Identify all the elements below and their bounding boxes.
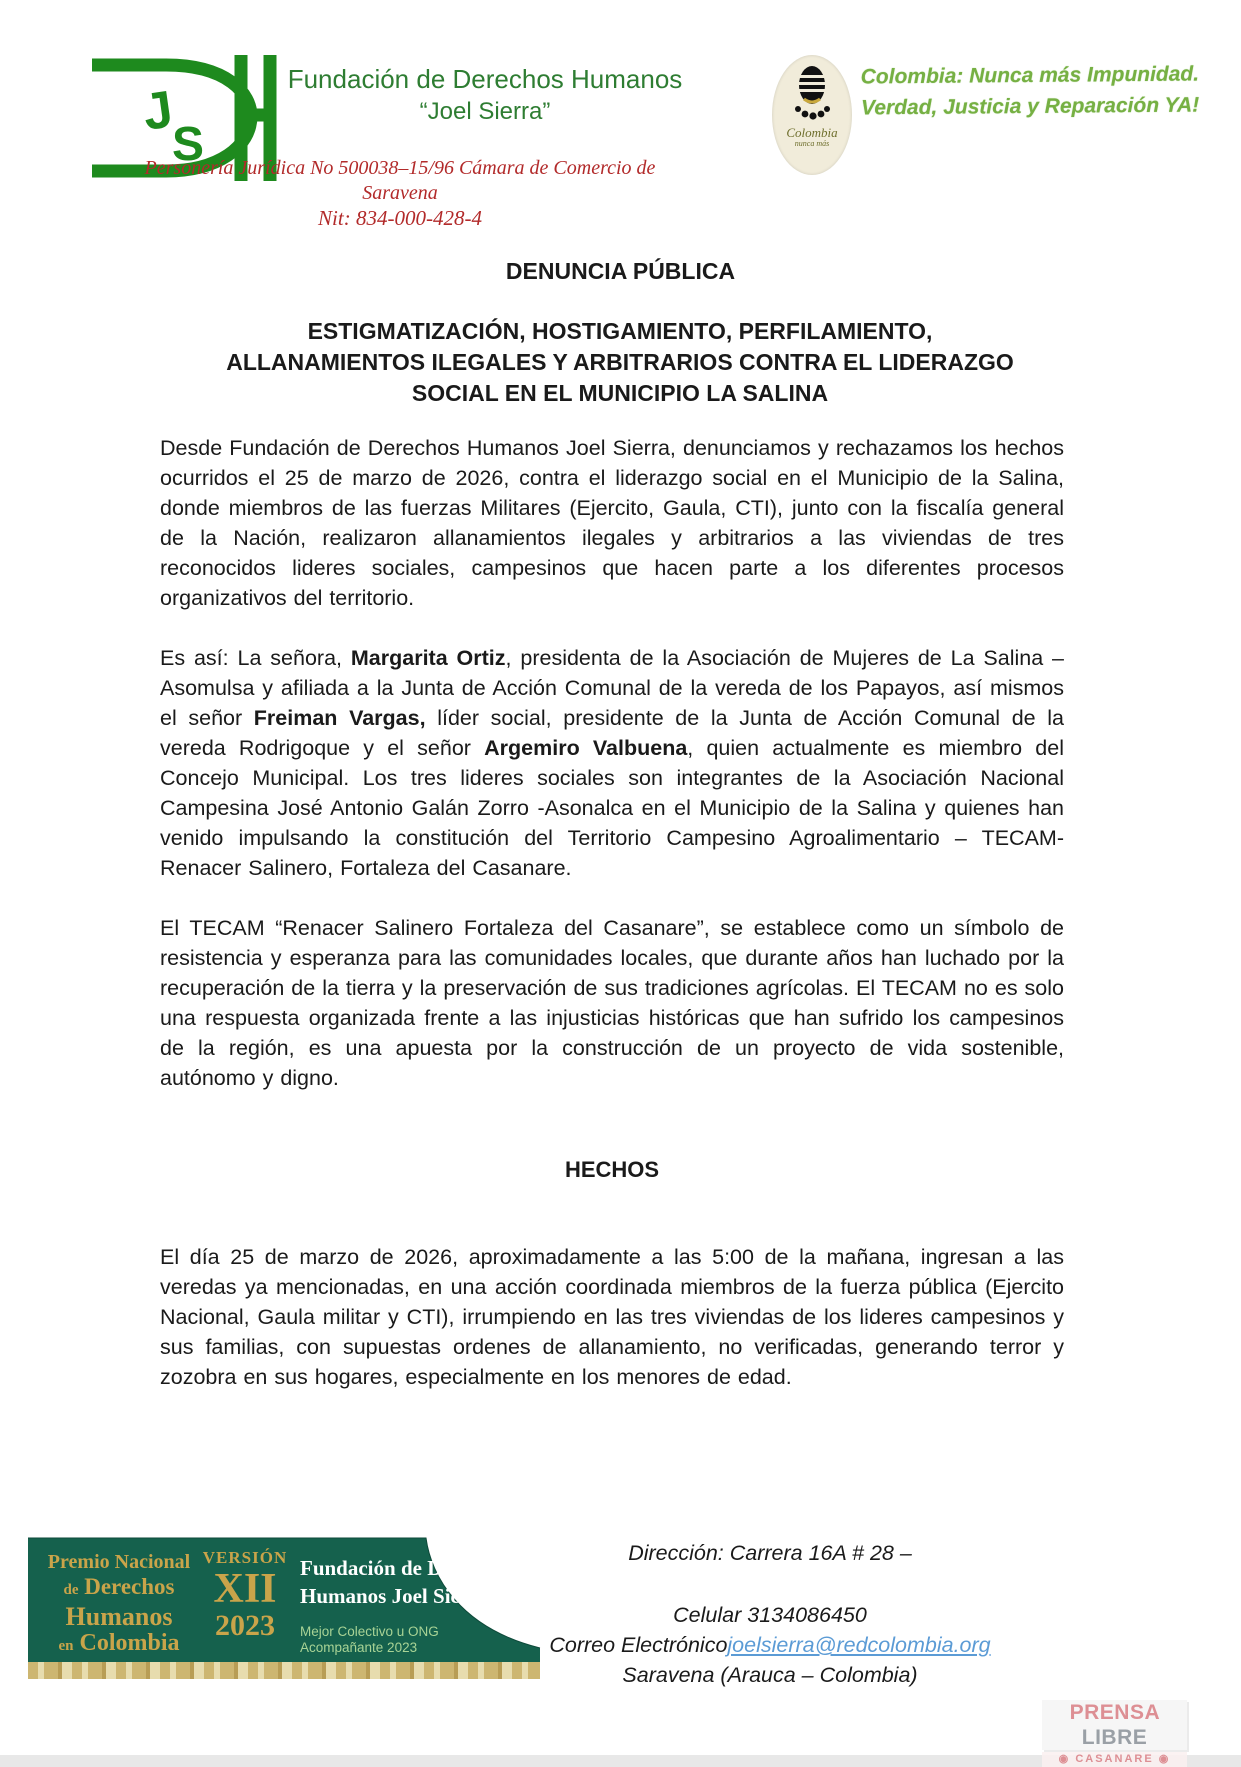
premio-line3: Humanos: [65, 1602, 173, 1631]
contact-location: Saravena (Arauca – Colombia): [622, 1663, 918, 1687]
premio-en: en: [58, 1638, 74, 1654]
watermark-title: [1042, 1700, 1187, 1750]
document-body: [160, 433, 1064, 1422]
p2-segment: , quien actualmente es miembro del Concejo Municipal. Los tres lideres sociales son integrantes de la Asociación Nacional Campesina José Antonio Galán Zorro -Asonalca en el Municipio de la Salina y quienes han venido impulsando la constitución del Territorio Campesino Agroalimentario – TECAM-Renacer Salinero, Fortaleza del Casanare.: [160, 736, 1064, 880]
premio-derechos: Derechos: [84, 1574, 175, 1599]
organization-name: [250, 62, 720, 128]
premio-line2: [44, 1574, 194, 1603]
badge-gold-strip: [28, 1662, 540, 1679]
legal-line2: Saravena: [362, 182, 438, 204]
badge-version: [200, 1548, 290, 1642]
hechos-heading: HECHOS: [564, 1157, 660, 1182]
legal-line1: Personería Jurídica No 500038–15/96 Cámara de Comercio de: [144, 157, 656, 179]
p2-segment: Es así: La señora,: [160, 646, 351, 670]
badge-award-subtitle: Mejor Colectivo u ONG Acompañante 2023: [300, 1624, 439, 1655]
badge-org-line1: Fundación de Derechos: [300, 1556, 510, 1580]
premio-de: de: [63, 1582, 79, 1598]
slogan-line1: Colombia: Nunca más Impunidad.: [860, 62, 1200, 89]
legal-registration: [110, 156, 690, 231]
version-label: VERSIÓN: [202, 1548, 288, 1567]
watermark-casanare: ◉ CASANARE ◉: [1042, 1752, 1187, 1767]
logo-letter-s: S: [172, 118, 205, 171]
stamp-country-label: Colombia: [786, 125, 838, 140]
subtitle-line2: ALLANAMIENTOS ILEGALES Y ARBITRARIOS CONTRA EL LIDERAZGO: [226, 349, 1014, 375]
logo-letter-j: J: [139, 80, 177, 142]
contact-email-link[interactable]: joelsierra@redcolombia.org: [727, 1633, 991, 1657]
document-subtitle: [170, 316, 1070, 409]
version-year: 2023: [215, 1609, 275, 1642]
version-number: XII: [213, 1566, 277, 1612]
watermark-word-prensa: PRENSA: [1069, 1701, 1160, 1724]
slogan-line2: Verdad, Justicia y Reparación YA!: [860, 93, 1200, 120]
award-badge: [28, 1538, 540, 1685]
premio-line4: [44, 1630, 194, 1660]
premio-line1: Premio Nacional: [47, 1551, 191, 1573]
org-name-line1: Fundación de Derechos Humanos: [287, 64, 683, 94]
nit-number: Nit: 834-000-428-4: [318, 206, 482, 230]
campaign-slogan: [860, 59, 1201, 124]
p2-segment: líder social, presidente de la Junta de Acción Comunal de la vereda Rodrigoque y el señor: [160, 706, 1064, 760]
contact-email-label: Correo Electrónico: [549, 1633, 728, 1657]
stamp-subtext: nunca más: [794, 139, 830, 148]
subtitle-line3: SOCIAL EN EL MUNICIPIO LA SALINA: [411, 380, 829, 406]
contact-address: Dirección: Carrera 16A # 28 –: [628, 1541, 912, 1565]
contact-block: [470, 1538, 1070, 1690]
paragraph-leaders: [160, 643, 1064, 883]
badge-premio-text: [44, 1550, 194, 1660]
paragraph-hechos: El día 25 de marzo de 2026, aproximadamente a las 5:00 de la mañana, ingresan a las veredas ya mencionadas, en una acción coordinada miembros de la fuerza pública (Ejercito Nacional, Gaula militar y CTI), irrumpiendo en las tres viviendas de los lideres campesinos y sus familias, con supuestas ordenes de allanamiento, no verificadas, generando terror y zozobra en sus hogares, especialmente en los menores de edad.: [160, 1245, 1064, 1389]
p2-segment: , presidenta de la Asociación de Mujeres de La Salina – Asomulsa y afiliada a la Junta de Acción Comunal de la vereda de los Papayos, así mismos el señor: [160, 646, 1065, 730]
leader-name-freiman-vargas: Freiman Vargas,: [253, 706, 426, 730]
leader-name-margarita-ortiz: Margarita Ortiz: [350, 646, 506, 670]
contact-email-line: [470, 1630, 1070, 1660]
footprint-icon: [792, 65, 832, 123]
paragraph-intro: Desde Fundación de Derechos Humanos Joel Sierra, denunciamos y rechazamos los hechos ocurridos el 25 de marzo de 2026, contra el liderazgo social en el Municipio de la Salina, donde miembros de las fuerzas Militares (Ejercito, Gaula, CTI), junto con la fiscalía general de la Nación, realizaron allanamientos ilegales y arbitrarios a las viviendas de tres reconocidos lideres sociales, campesinos que hacen parte a los diferentes procesos organizativos del territorio.: [160, 436, 1064, 610]
leader-name-argemiro-valbuena: Argemiro Valbuena: [484, 736, 688, 760]
contact-phone: Celular 3134086450: [673, 1603, 867, 1627]
prensa-libre-watermark: [1042, 1700, 1187, 1767]
colombia-nunca-mas-stamp: [772, 55, 852, 175]
premio-colombia: Colombia: [79, 1630, 180, 1656]
subtitle-line1: ESTIGMATIZACIÓN, HOSTIGAMIENTO, PERFILAMIENTO,: [307, 318, 933, 344]
org-name-line2: “Joel Sierra”: [419, 98, 551, 125]
badge-org-line2: Humanos Joel Sierra: [300, 1584, 489, 1608]
watermark-word-libre: LIBRE: [1081, 1726, 1148, 1749]
paragraph-tecam: El TECAM “Renacer Salinero Fortaleza del Casanare”, se establece como un símbolo de resistencia y esperanza para las comunidades locales, que durante años han luchado por la recuperación de la tierra y la preservación de sus tradiciones agrícolas. El TECAM no es solo una respuesta organizada frente a las injusticias históricas que han sufrido los campesinos de la región, es una apuesta por la construcción de un proyecto de vida sostenible, autónomo y digno.: [160, 916, 1064, 1090]
document-title: DENUNCIA PÚBLICA: [505, 258, 736, 284]
